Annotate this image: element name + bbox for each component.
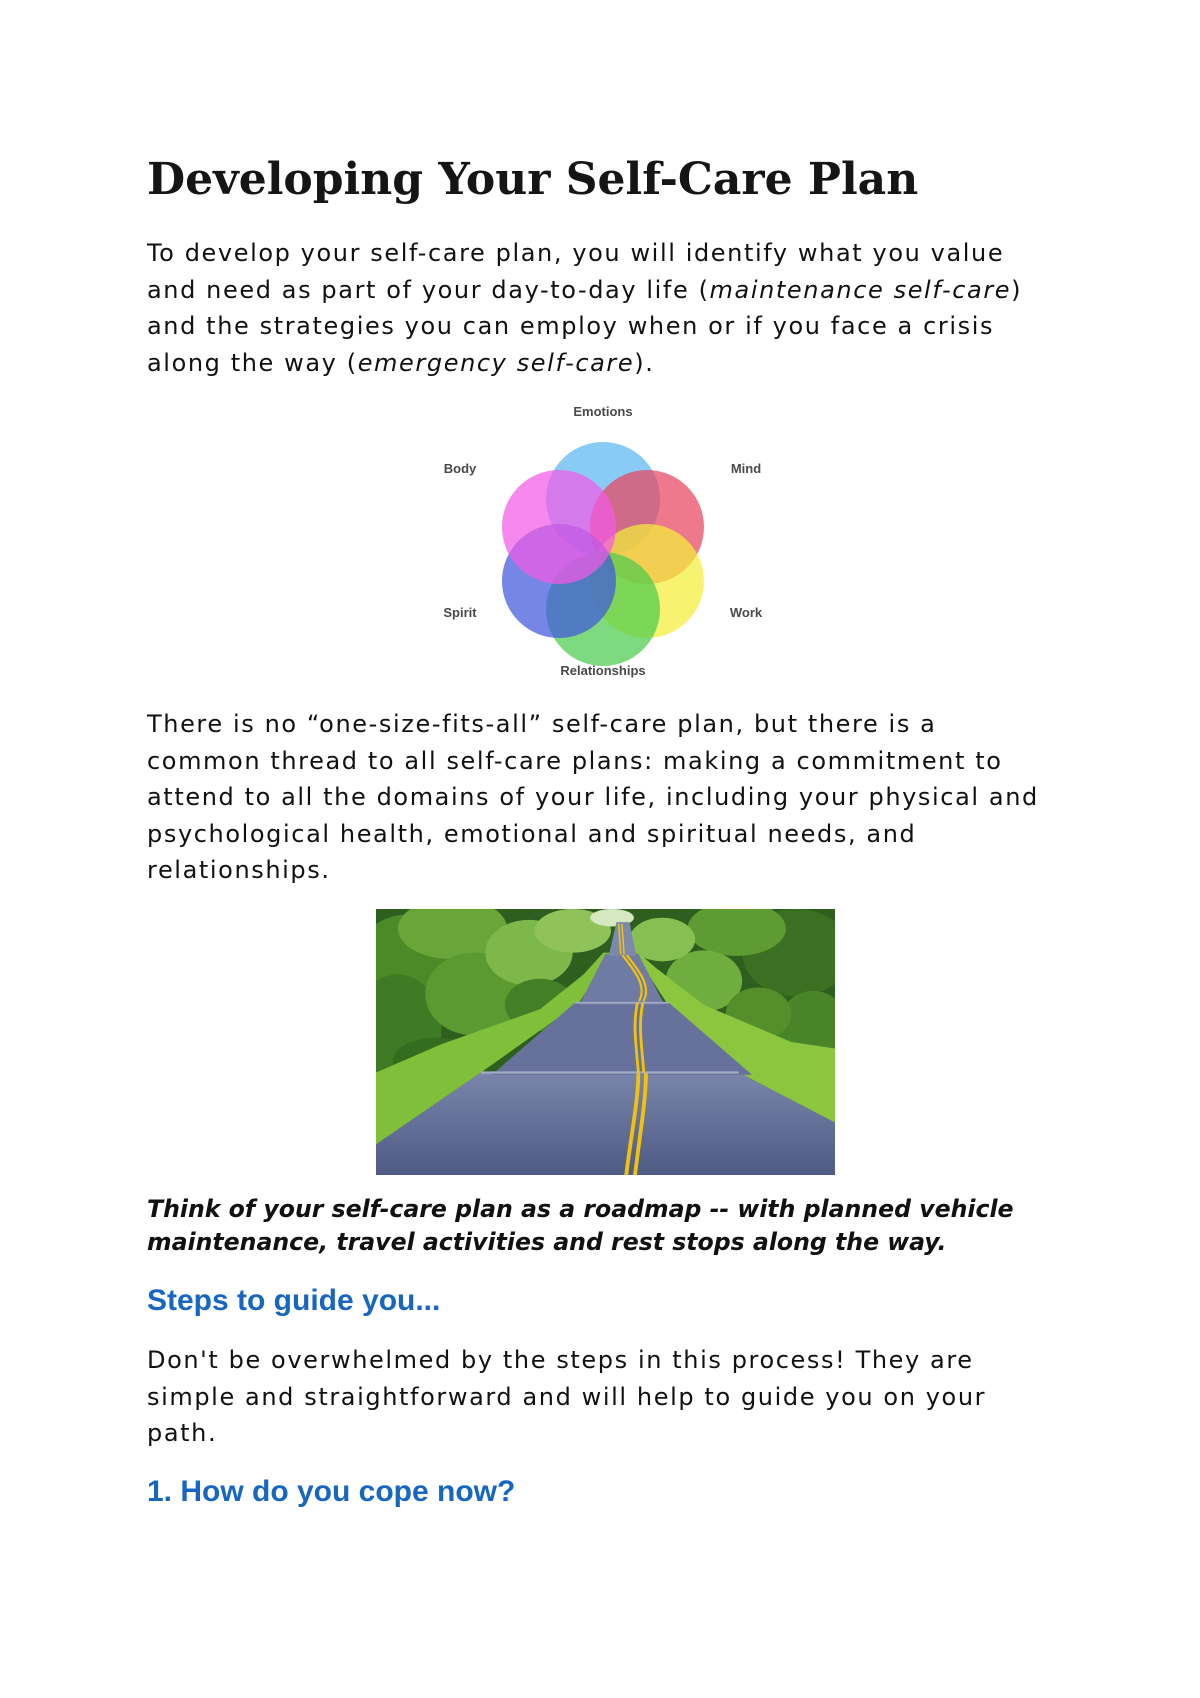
relationships-label: Relationships bbox=[560, 663, 646, 678]
page-title: Developing Your Self-Care Plan bbox=[147, 154, 919, 205]
road-image bbox=[376, 909, 835, 1175]
steps-heading: Steps to guide you... bbox=[147, 1284, 441, 1317]
domains-paragraph: There is no “one-size-fits-all” self-care plan, but there is a common thread to all self-care plans: making a commitment to attend to all the domains of your life, including your physical and psychological health, emotional and spiritual needs, and relationships. bbox=[147, 710, 1039, 884]
roadmap-caption: Think of your self-care plan as a roadmap -- with planned vehicle maintenance, travel activities and rest stops along the way. bbox=[147, 1195, 1014, 1256]
intro-emphasis-maintenance: maintenance self-care bbox=[709, 275, 1012, 304]
mind-label: Mind bbox=[730, 461, 762, 476]
body-circle bbox=[502, 470, 616, 584]
intro-paragraph bbox=[147, 235, 1052, 381]
intro-text-2: ) and the strategies you can employ when or if you face a crisis along the way ( bbox=[147, 275, 1023, 377]
spirit-label: Spirit bbox=[443, 605, 477, 620]
body-label: Body bbox=[443, 461, 477, 476]
self-care-domains-diagram bbox=[0, 380, 1200, 700]
intro-text-1: To develop your self-care plan, you will identify what you value and need as part of your day-to-day life ( bbox=[147, 239, 1005, 304]
work-label: Work bbox=[729, 605, 763, 620]
domain-circles bbox=[502, 442, 704, 666]
intro-emphasis-emergency: emergency self-care bbox=[357, 348, 635, 377]
steps-intro-paragraph: Don't be overwhelmed by the steps in this process! They are simple and straightforward and will help to guide you on your path. bbox=[147, 1346, 987, 1447]
intro-text-3: ). bbox=[634, 348, 655, 377]
emotions-label: Emotions bbox=[573, 404, 633, 419]
road-photo bbox=[376, 909, 835, 1175]
step-1-heading: 1. How do you cope now? bbox=[147, 1475, 516, 1508]
